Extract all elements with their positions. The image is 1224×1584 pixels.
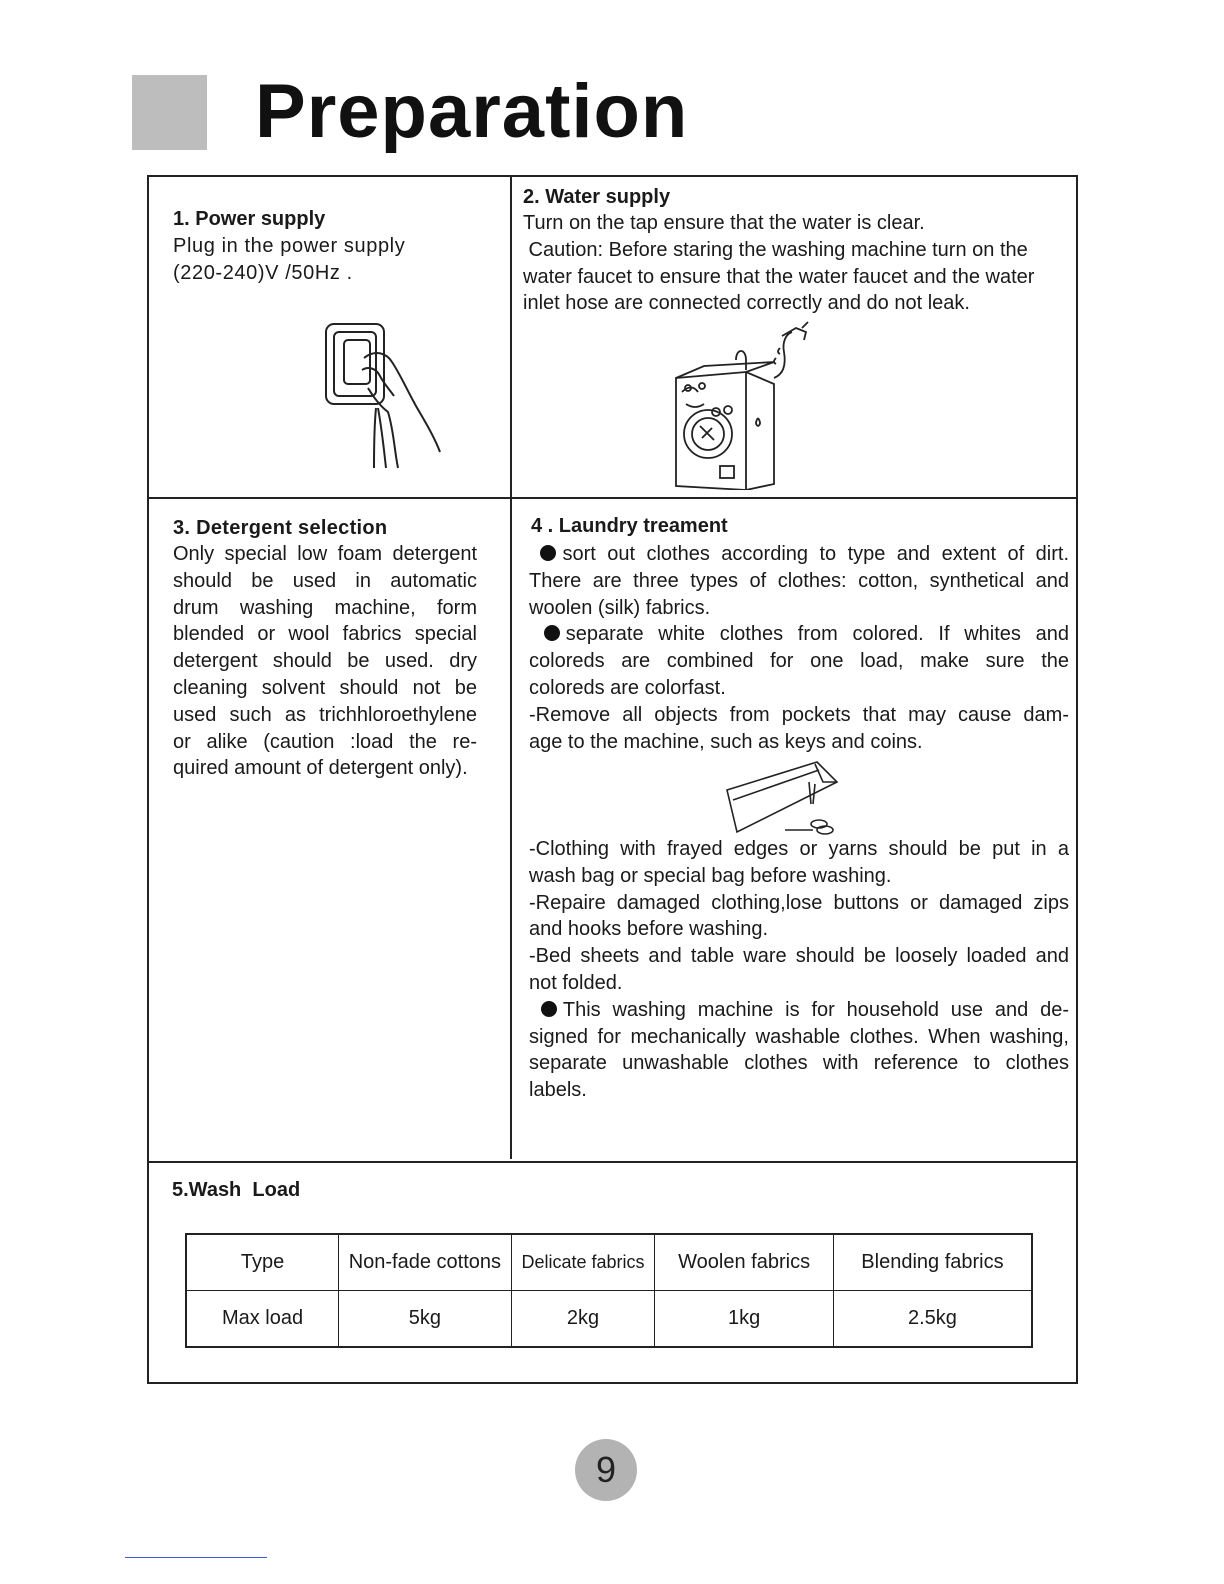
plug-socket-illustration <box>318 318 448 473</box>
table-cell: 5kg <box>339 1291 512 1348</box>
laundry-line: not folded. <box>529 971 623 994</box>
detergent-line: cleaning solvent should not be <box>173 676 477 699</box>
laundry-line: coloreds are colorfast. <box>529 676 726 699</box>
bullet-dot-icon <box>541 1001 557 1017</box>
page-number: 9 <box>575 1439 637 1501</box>
table-row <box>186 1234 1032 1291</box>
table-header-cell: Blending fabrics <box>833 1234 1032 1291</box>
column-divider <box>510 175 512 1159</box>
laundry-treatment-title: 4 . Laundry treament <box>531 515 728 537</box>
wash-load-title: 5.Wash Load <box>172 1179 301 1201</box>
table-header-cell: Type <box>186 1234 339 1291</box>
water-supply-line: water faucet to ensure that the water faucet and the water <box>523 265 1035 288</box>
detergent-line: or alike (caution :load the re- <box>173 730 477 753</box>
water-supply-line: Caution: Before staring the washing machine turn on the <box>523 238 1028 261</box>
water-supply-line: inlet hose are connected correctly and do not leak. <box>523 292 970 315</box>
water-supply-title: 2. Water supply <box>523 186 671 208</box>
detergent-line: quired amount of detergent only). <box>173 757 468 780</box>
table-header-cell: Woolen fabrics <box>655 1234 834 1291</box>
laundry-treatment-text-2 <box>529 836 1069 1104</box>
power-supply-line: (220-240)V /50Hz . <box>173 261 353 284</box>
power-supply-text <box>173 233 405 287</box>
laundry-line: wash bag or special bag before washing. <box>529 864 892 887</box>
laundry-line: age to the machine, such as keys and coins. <box>529 730 923 753</box>
laundry-line: separate unwashable clothes with reference to clothes <box>529 1052 1069 1075</box>
table-cell: 2.5kg <box>833 1291 1032 1348</box>
laundry-line: separate white clothes from colored. If whites and <box>529 621 1069 648</box>
table-cell: 1kg <box>655 1291 834 1348</box>
power-supply-line: Plug in the power supply <box>173 235 406 257</box>
laundry-line: -Clothing with frayed edges or yarns should be put in a <box>529 838 1069 860</box>
laundry-line: There are three types of clothes: cotton, synthetical and <box>529 569 1069 592</box>
laundry-line: woolen (silk) fabrics. <box>529 596 711 619</box>
laundry-line: signed for mechanically washable clothes. When washing, <box>529 1025 1069 1048</box>
bullet-dot-icon <box>540 545 556 561</box>
detergent-line: detergent should be used. dry <box>173 650 477 673</box>
page-title: Preparation <box>255 69 689 154</box>
table-cell: 2kg <box>511 1291 655 1348</box>
power-supply-title: 1. Power supply <box>173 208 326 230</box>
laundry-line: -Repaire damaged clothing,lose buttons or damaged zips <box>529 891 1069 914</box>
laundry-line: This washing machine is for household use and de- <box>529 997 1069 1024</box>
water-supply-line: Turn on the tap ensure that the water is clear. <box>523 212 925 234</box>
row-divider-bottom <box>147 1161 1078 1163</box>
detergent-selection-title: 3. Detergent selection <box>173 517 388 539</box>
laundry-line: labels. <box>529 1079 587 1102</box>
detergent-selection-text <box>173 541 477 782</box>
laundry-line: -Remove all objects from pockets that may cause dam- <box>529 703 1069 726</box>
wash-load-table <box>185 1233 1033 1348</box>
laundry-line: and hooks before washing. <box>529 918 769 941</box>
laundry-line: coloreds are combined for one load, make sure the <box>529 650 1069 673</box>
water-supply-text <box>523 210 1068 317</box>
table-header-cell: Non-fade cottons <box>339 1234 512 1291</box>
table-cell: Max load <box>186 1291 339 1348</box>
detergent-line: drum washing machine, form <box>173 596 477 619</box>
laundry-line: sort out clothes according to type and extent of dirt. <box>529 541 1069 568</box>
washing-machine-tap-illustration <box>672 318 822 490</box>
pocket-items-illustration <box>725 760 840 835</box>
detergent-line: used such as trichhloroethylene <box>173 703 477 726</box>
bullet-dot-icon <box>544 625 560 641</box>
footer-rule <box>125 1557 267 1558</box>
detergent-line: blended or wool fabrics special <box>173 623 477 646</box>
detergent-line: should be used in automatic <box>173 569 477 592</box>
laundry-treatment-text-1 <box>529 541 1069 755</box>
title-gray-block <box>132 75 207 150</box>
table-header-cell: Delicate fabrics <box>511 1234 655 1291</box>
table-row <box>186 1291 1032 1348</box>
row-divider-top <box>147 497 1078 499</box>
detergent-line: Only special low foam detergent <box>173 543 477 565</box>
laundry-line: -Bed sheets and table ware should be loosely loaded and <box>529 945 1069 968</box>
